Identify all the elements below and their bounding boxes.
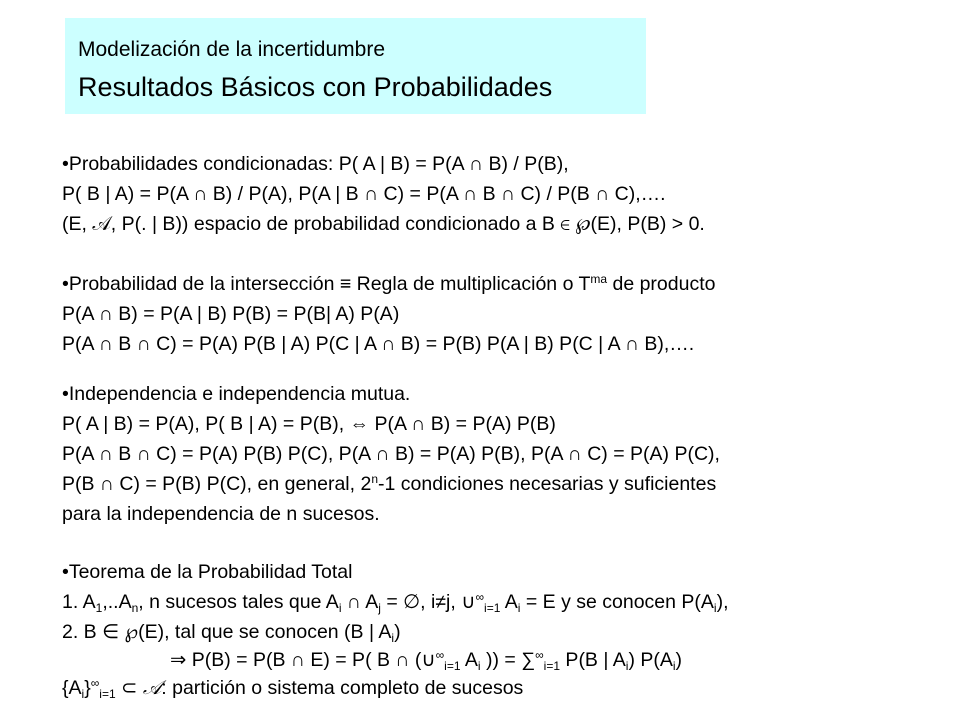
independence-line-5: para la independencia de n sucesos. <box>62 503 380 525</box>
conditional-line-2: P( B | A) = P(A ∩ B) / P(A), P(A | B ∩ C) = P(A ∩ B ∩ C) / P(B ∩ C),…. <box>62 183 666 205</box>
independence-line-4: P(B ∩ C) = P(B) P(C), en general, 2$^n$-1 condiciones necesarias y suficientes <box>62 472 717 495</box>
conditional-line-1: •Probabilidades condicionadas: P( A | B) = P(A ∩ B) / P(B), <box>62 153 569 175</box>
total-prob-line-3: 2. B ∈ ℘(E), tal que se conocen (B | $A_i$) <box>62 621 401 645</box>
multiplication-line-2: P(A ∩ B) = P(A | B) P(B) = P(B| A) P(A) <box>62 303 400 325</box>
slide-title: Resultados Básicos con Probabilidades <box>78 72 553 102</box>
conditional-line-3: (E, 𝒜, P(. | B)) espacio de probabilidad condicionado a B ∈ ℘(E), P(B) > 0. <box>62 213 705 235</box>
total-prob-line-1: •Teorema de la Probabilidad Total <box>62 561 353 583</box>
independence-line-1: •Independencia e independencia mutua. <box>62 383 411 405</box>
independence-line-2: P( A | B) = P(A), P( B | A) = P(B), ⇔ P(A ∩ B) = P(A) P(B) <box>62 413 556 435</box>
total-prob-line-4: ⇒ P(B) = P(B ∩ E) = P( B ∩ ($\cup^\infty_{i=1}$ $A_i$ )) = $\sum^\infty_{i=1}$ P(B | $A_i$) $P(A_i)$ <box>170 648 683 673</box>
slide-subtitle: Modelización de la incertidumbre <box>78 38 385 61</box>
multiplication-line-1: •Probabilidad de la intersección ≡ Regla de multiplicación o $T^{ma}$ de producto <box>62 272 716 295</box>
total-prob-line-5: $\{A_i\}^\infty_{i=1}$ ⊂ 𝒜: partición o sistema completo de sucesos <box>62 676 524 701</box>
multiplication-line-3: P(A ∩ B ∩ C) = P(A) P(B | A) P(C | A ∩ B) = P(B) P(A | B) P(C | A ∩ B),…. <box>62 333 695 355</box>
independence-line-3: P(A ∩ B ∩ C) = P(A) P(B) P(C), P(A ∩ B) = P(A) P(B), P(A ∩ C) = P(A) P(C), <box>62 443 720 465</box>
total-prob-line-2: 1. $A_1,..A_n$, n sucesos tales que $A_i$ ∩ $A_j$ = ∅, i≠j, $\cup^\infty_{i=1}$ $A_i = E$ y se conocen $P(A_i)$, <box>62 590 729 615</box>
